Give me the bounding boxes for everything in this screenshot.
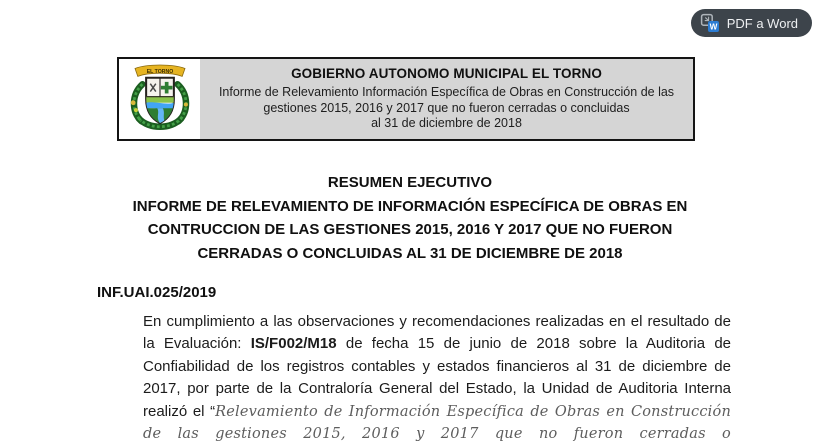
document-title-line-2: INFORME DE RELEVAMIENTO DE INFORMACIÓN ESPECÍFICA DE OBRAS EN [132,197,688,215]
institution-name: GOBIERNO AUTONOMO MUNICIPAL EL TORNO [291,66,602,82]
document-title-line-1: RESUMEN EJECUTIVO [327,174,493,191]
evaluation-code: IS/F002/M18 [250,335,337,353]
pdf-to-word-button[interactable] [691,9,812,37]
paragraph-middle-text: de fecha 15 de junio de 2018 sobre la Auditoria de Confiabilidad de los registros contables y estados financieros al 31 de diciembre de 2017, por parte de la Contraloría General del Estado, la Unidad de Auditoria Interna realizó el “ [143,335,732,420]
convert-arrow-icon [705,17,708,20]
quoted-report-title: Relevamiento de Información Específica de Obras en Construcción de las gestiones 2015, 2016 y 2017 que no fueron cerradas o [143,403,731,443]
paragraph-lead-text: En cumplimiento a las observaciones y recomendaciones realizadas en el resultado de la Evaluación: [143,313,731,353]
institution-header [117,57,695,141]
header-text-block [200,59,693,139]
body-paragraph [143,311,731,445]
word-letter: W [709,22,718,32]
banner-text: EL TORNO [146,68,173,75]
header-subtitle-line-1: Informe de Relevamiento Información Específica de Obras en Construcción de las [218,85,675,100]
document-title [88,171,732,265]
pdf-to-word-label: PDF a Word [726,15,798,31]
document-title-line-4: CERRADAS O CONCLUIDAS AL 31 DE DICIEMBRE DE 2018 [197,244,623,262]
header-subtitle-line-2: gestiones 2015, 2016 y 2017 que no fueron cerradas o concluidas [263,100,630,115]
report-reference-number: INF.UAI.025/2019 [97,284,217,301]
header-subtitle-line-3: al 31 de diciembre de 2018 [371,116,522,131]
document-title-line-3: CONTRUCCION DE LAS GESTIONES 2015, 2016 Y 2017 QUE NO FUERON [147,221,673,238]
coat-of-arms-logo [119,59,200,139]
pdf-to-word-icon [700,13,720,33]
